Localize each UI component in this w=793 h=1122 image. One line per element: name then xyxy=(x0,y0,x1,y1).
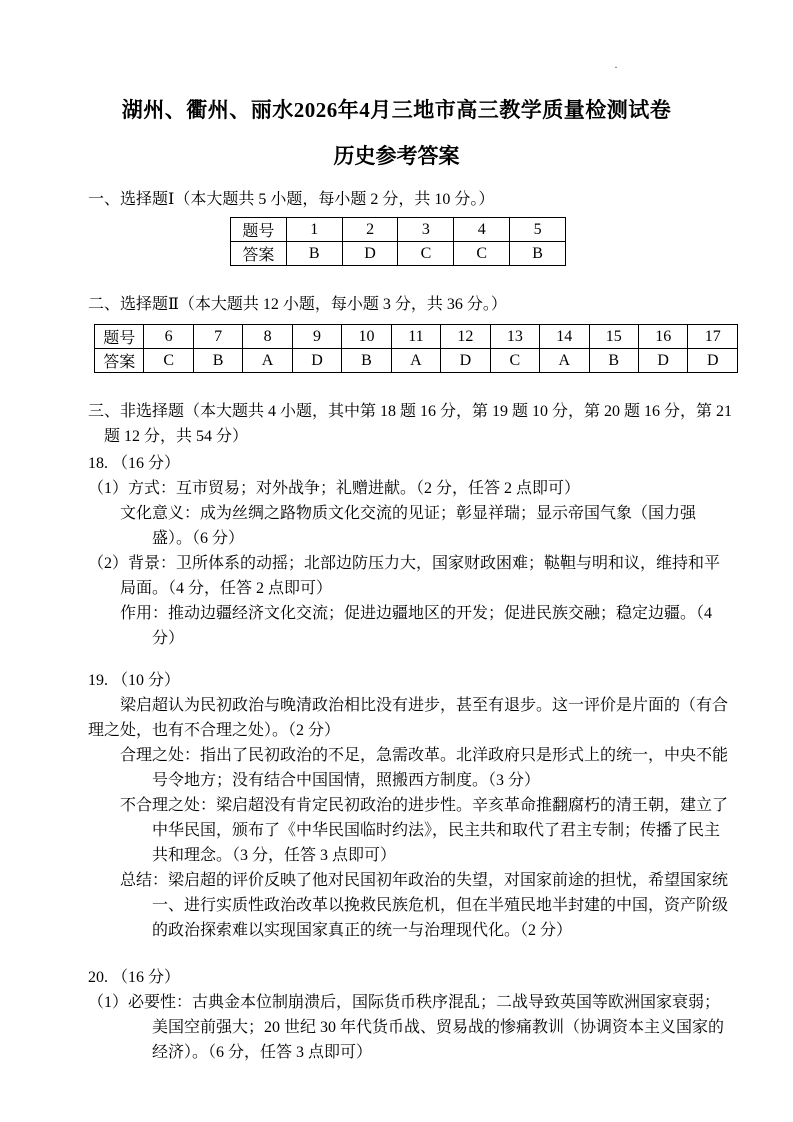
table-row xyxy=(95,349,738,373)
table-cell: 8 xyxy=(243,325,292,349)
table-cell: C xyxy=(398,242,454,266)
q20-header: 20. （16 分） xyxy=(88,969,181,986)
table-cell: B xyxy=(510,242,566,266)
table-cell: 答案 xyxy=(231,242,287,266)
table-cell: D xyxy=(441,349,490,373)
table-cell: 答案 xyxy=(95,349,144,373)
table-cell: 3 xyxy=(398,218,454,242)
table-cell: D xyxy=(638,349,687,373)
corner-mark: · xyxy=(614,60,618,74)
section3-heading: 三、非选择题（本大题共 4 小题，其中第 18 题 16 分，第 19 题 10 分，第 20 题 16 分，第 21 题 12 分，共 54 分） xyxy=(88,403,733,445)
table-cell: B xyxy=(193,349,242,373)
section1-answer-table xyxy=(230,217,566,266)
table-row xyxy=(231,218,566,242)
q19-answer-p4: 总结：梁启超的评价反映了他对民国初年政治的失望，对国家前途的担忧，希望国家统一、进行实质性政治改革以挽救民族危机，但在半殖民地半封建的中国，资产阶级的政治探索难以实现国家真正的统一与治理现代化。（2 分） xyxy=(120,872,729,939)
q19-answer-p3: 不合理之处：梁启超没有肯定民初政治的进步性。辛亥革命推翻腐朽的清王朝，建立了中华民国，颁布了《中华民国临时约法》，民主共和取代了君主专制；传播了民主共和理念。（3 分，任答 3 点即可） xyxy=(120,797,729,864)
table-cell: 17 xyxy=(688,325,738,349)
page-title: 湖州、衢州、丽水2026年4月三地市高三教学质量检测试卷 xyxy=(121,98,672,122)
table-cell: 16 xyxy=(638,325,687,349)
table-cell: 9 xyxy=(292,325,341,349)
section1-heading: 一、选择题Ⅰ（本大题共 5 小题，每小题 2 分，共 10 分。） xyxy=(88,191,495,208)
table-cell: 4 xyxy=(454,218,510,242)
table-cell: 6 xyxy=(144,325,193,349)
table-cell: D xyxy=(688,349,738,373)
table-cell: 15 xyxy=(589,325,638,349)
table-cell: B xyxy=(286,242,342,266)
q18-answer-p2: 文化意义：成为丝绸之路物质文化交流的见证；彰显祥瑞；显示帝国气象（国力强盛）。（6 分） xyxy=(120,505,697,547)
table-cell: 2 xyxy=(342,218,398,242)
table-cell: 7 xyxy=(193,325,242,349)
table-cell: 11 xyxy=(391,325,440,349)
table-cell: A xyxy=(540,349,589,373)
table-row xyxy=(95,325,738,349)
table-cell: D xyxy=(342,242,398,266)
table-cell: C xyxy=(454,242,510,266)
table-cell: D xyxy=(292,349,341,373)
table-cell: 5 xyxy=(510,218,566,242)
q18-answer-p4: 作用：推动边疆经济文化交流；促进边疆地区的开发；促进民族交融；稳定边疆。（4 分） xyxy=(120,605,713,647)
table-cell: C xyxy=(144,349,193,373)
q18-answer-p1: （1）方式：互市贸易；对外战争；礼赠进献。（2 分，任答 2 点即可） xyxy=(88,480,581,497)
table-cell: A xyxy=(243,349,292,373)
q19-answer-p2: 合理之处：指出了民初政治的不足，急需改革。北洋政府只是形式上的统一，中央不能号令地方；没有结合中国国情，照搬西方制度。（3 分） xyxy=(120,747,729,789)
q20-answer-p1: （1）必要性：古典金本位制崩溃后，国际货币秩序混乱；二战导致英国等欧洲国家衰弱；美国空前强大；20 世纪 30 年代货币战、贸易战的惨痛教训（协调资本主义国家的经济）。（6 分，任答 3 点即可） xyxy=(88,994,725,1061)
table-cell: B xyxy=(342,349,391,373)
section2-heading: 二、选择题Ⅱ（本大题共 12 小题，每小题 3 分，共 36 分。） xyxy=(88,296,507,313)
q19-header: 19. （10 分） xyxy=(88,672,181,689)
table-cell: B xyxy=(589,349,638,373)
table-cell: C xyxy=(490,349,539,373)
table-cell: 14 xyxy=(540,325,589,349)
table-cell: 题号 xyxy=(231,218,287,242)
section2-answer-table xyxy=(94,324,738,373)
table-cell: 10 xyxy=(342,325,391,349)
table-cell: 13 xyxy=(490,325,539,349)
table-cell: 题号 xyxy=(95,325,144,349)
table-row xyxy=(231,242,566,266)
q18-header: 18. （16 分） xyxy=(88,455,181,472)
page-subtitle: 历史参考答案 xyxy=(333,144,460,168)
table-cell: 12 xyxy=(441,325,490,349)
q19-answer-p1: 梁启超认为民初政治与晚清政治相比没有进步，甚至有退步。这一评价是片面的（有合理之处，也有不合理之处）。（2 分） xyxy=(88,697,729,739)
table-cell: 1 xyxy=(286,218,342,242)
table-cell: A xyxy=(391,349,440,373)
q18-answer-p3: （2）背景：卫所体系的动摇；北部边防压力大，国家财政困难；鞑靼与明和议，维持和平局面。（4 分，任答 2 点即可） xyxy=(88,555,721,597)
